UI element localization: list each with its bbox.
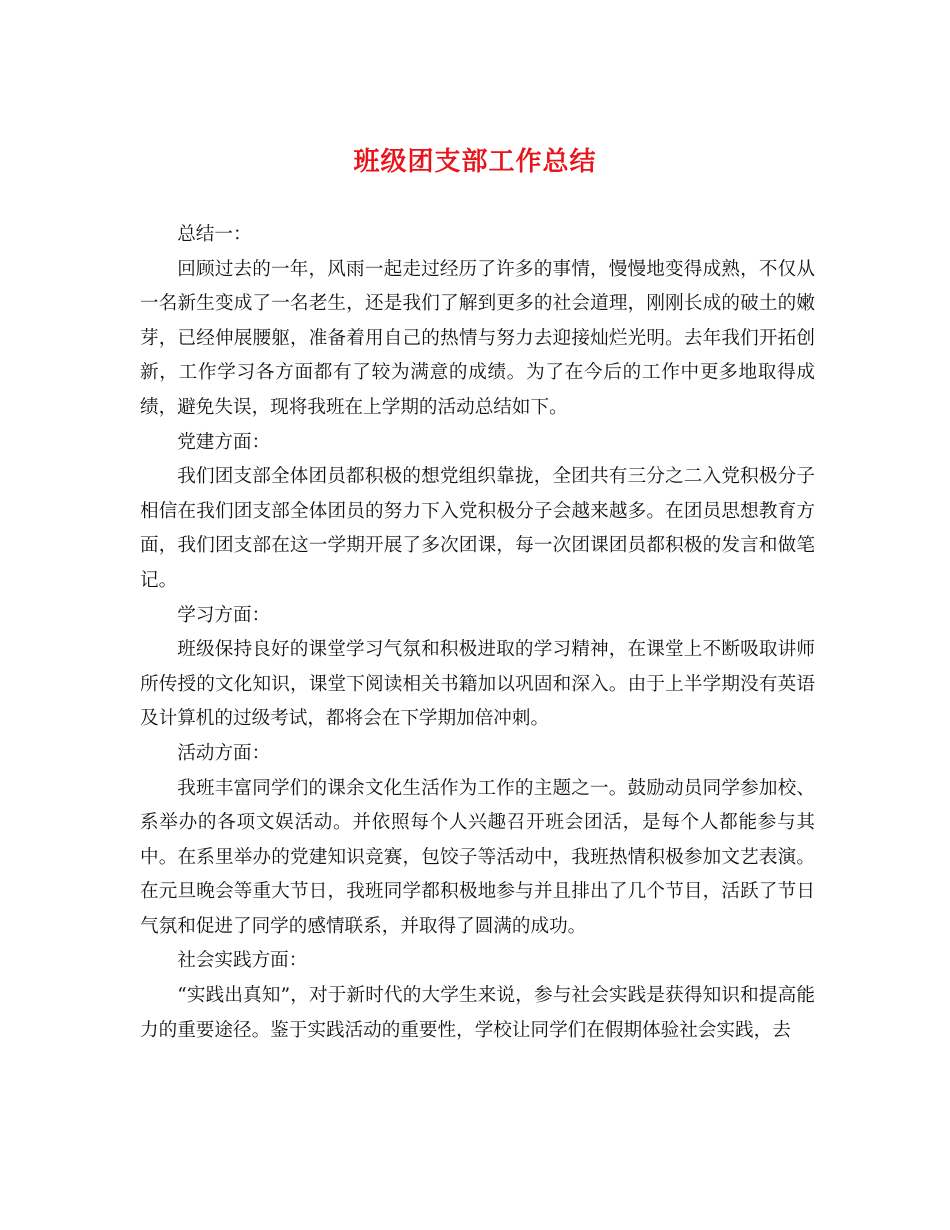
paragraph-social-practice: “实践出真知”，对于新时代的大学生来说，参与社会实践是获得知识和提高能力的重要途径。鉴于实践活动的重要性，学校让同学们在假期体验社会实践，去	[140, 985, 815, 1041]
section-heading-social-practice: 社会实践方面：	[177, 950, 308, 972]
section-heading-activities: 活动方面：	[177, 742, 271, 764]
section-heading-study: 学习方面：	[177, 604, 271, 626]
paragraph-party-building: 我们团支部全体团员都积极的想党组织靠拢，全团共有三分之二入党积极分子相信在我们团支部全体团员的努力下入党积极分子会越来越多。在团员思想教育方面，我们团支部在这一学期开展了多次团课，每一次团课团员都积极的发言和做笔记。	[140, 466, 815, 591]
paragraph-activities: 我班丰富同学们的课余文化生活作为工作的主题之一。鼓励动员同学参加校、系举办的各项文娱活动。并依照每个人兴趣召开班会团活，是每个人都能参与其中。在系里举办的党建知识竞赛，包饺子等活动中，我班热情积极参加文艺表演。在元旦晚会等重大节日，我班同学都积极地参与并且排出了几个节目，活跃了节日气氛和促进了同学的感情联系，并取得了圆满的成功。	[140, 777, 815, 937]
paragraph-study: 班级保持良好的课堂学习气氛和积极进取的学习精神，在课堂上不断吸取讲师所传授的文化知识，课堂下阅读相关书籍加以巩固和深入。由于上半学期没有英语及计算机的过级考试，都将会在下学期加倍冲刺。	[140, 639, 815, 730]
document-body	[140, 218, 815, 1048]
section-heading-party-building: 党建方面：	[177, 431, 271, 453]
paragraph-intro: 回顾过去的一年，风雨一起走过经历了许多的事情，慢慢地变得成熟，不仅从一名新生变成了一名老生，还是我们了解到更多的社会道理，刚刚长成的破土的嫩芽，已经伸展腰躯，准备着用自己的热情与努力去迎接灿烂光明。去年我们开拓创新，工作学习各方面都有了较为满意的成绩。为了在今后的工作中更多地取得成绩，避免失误，现将我班在上学期的活动总结如下。	[140, 258, 815, 418]
section-heading-summary-one: 总结一：	[177, 224, 252, 245]
document-title: 班级团支部工作总结	[353, 147, 597, 177]
